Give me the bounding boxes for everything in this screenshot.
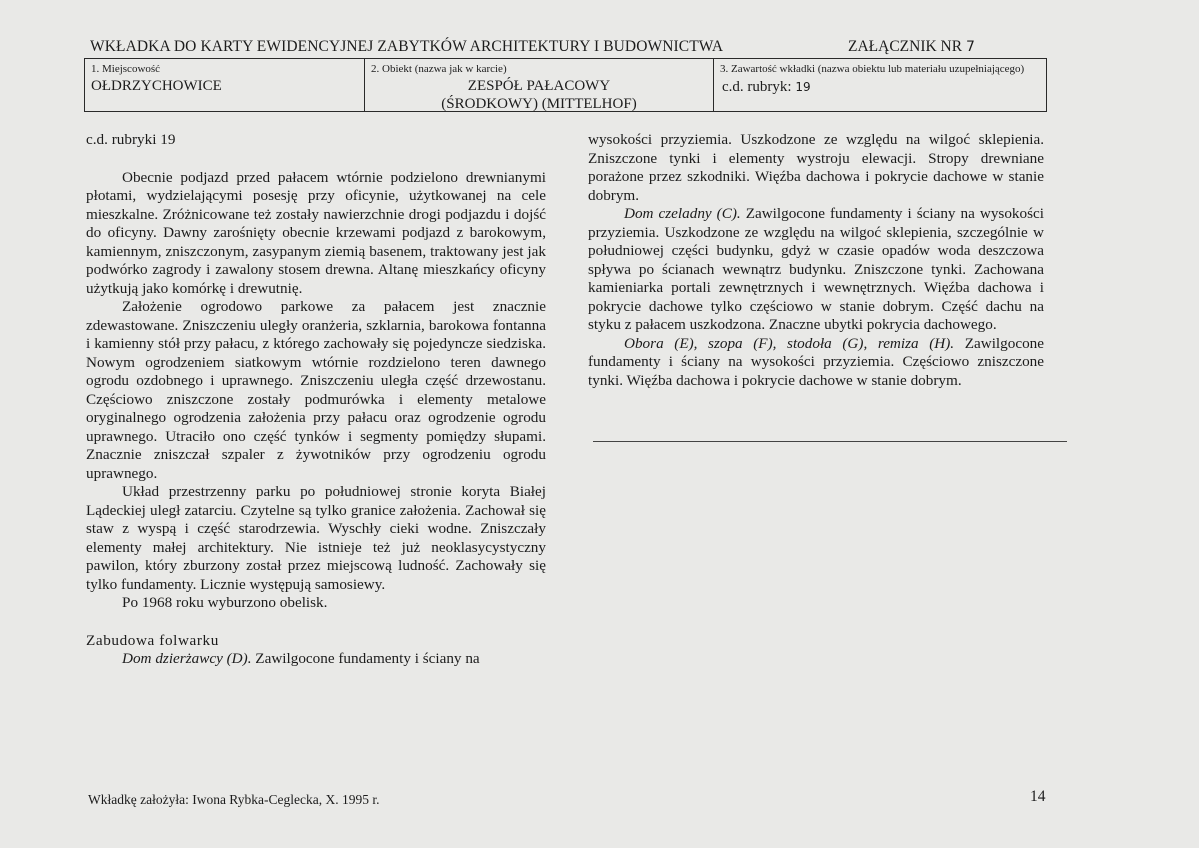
paragraph-italic-lead: Dom czeladny (C). bbox=[624, 205, 741, 222]
annex-handwritten-number: 7 bbox=[965, 39, 975, 55]
paragraph bbox=[588, 205, 1044, 335]
annex-number bbox=[848, 38, 975, 56]
paragraph: Założenie ogrodowo parkowe za pałacem jest znacznie zdewastowane. Zniszczeniu uległy oranżeria, szklarnia, barokowa fontanna i kamienny stół przy pałacu, z którego zachowały się pojedyncze siedziska. Nowym ogrodzeniem siatkowym wtórnie rozdzielono teren dawnego ogrodu ozdobnego i uprawnego. Zniszczeniu uległa część drzewostanu. Częściowo zniszczone zostały podmurówka i elementy metalowe oryginalnego ogrodzenia założenia przy pałacu oraz ogrodzenie ogrodu uprawnego. Utraciło ono część tynków i segmenty pomiędzy słupami. Znacznie zniszczał szpaler z żywotników przy ogrodzeniu ogrodu uprawnego. bbox=[86, 298, 546, 482]
paragraph bbox=[588, 335, 1044, 391]
section-heading: c.d. rubryki 19 bbox=[86, 131, 176, 148]
paragraph-text: Zawilgocone fundamenty i ściany na bbox=[251, 650, 480, 667]
field-locality bbox=[85, 59, 365, 111]
end-rule-divider bbox=[593, 441, 1067, 442]
field-contents bbox=[714, 59, 1046, 111]
field-object-line1: ZESPÓŁ PAŁACOWY bbox=[467, 78, 611, 94]
paragraph: wysokości przyziemia. Uszkodzone ze względu na wilgoć sklepienia. Zniszczone tynki i elementy wystroju elewacji. Stropy drewniane porażone przez szkodniki. Więźba dachowa i pokrycie dachowe w stanie dobrym. bbox=[588, 131, 1044, 204]
field-object-value bbox=[365, 77, 713, 113]
paragraph: Po 1968 roku wyburzono obelisk. bbox=[122, 594, 328, 611]
field-contents-label: 3. Zawartość wkładki (nazwa obiektu lub materiału uzupełniającego) bbox=[720, 63, 1025, 75]
field-object-label: 2. Obiekt (nazwa jak w karcie) bbox=[371, 63, 507, 75]
field-object bbox=[365, 59, 714, 111]
paragraph-italic-lead: Dom dzierżawcy (D). bbox=[122, 650, 252, 667]
form-title: WKŁADKA DO KARTY EWIDENCYJNEJ ZABYTKÓW ARCHITEKTURY I BUDOWNICTWA bbox=[90, 38, 724, 55]
paragraph: Układ przestrzenny parku po południowej stronie koryta Białej Lądeckiej uległ zatarciu. Czytelne są tylko granice założenia. Zachował się staw z wyspą i część starodrzewia. Wyschły cieki wodne. Zniszczały elementy małej architektury. Nie istnieje też już neoklasycystyczny pawilon, który zburzony został przez miejscową ludność. Zachowały się tylko fundamenty. Licznie występują samosiewy. bbox=[86, 483, 546, 593]
footer-author: Wkładkę założyła: Iwona Rybka-Ceglecka, X. 1995 r. bbox=[88, 792, 380, 807]
right-column bbox=[588, 131, 1044, 390]
paragraph-italic-lead: Obora (E), szopa (F), stodoła (G), remiza (H). bbox=[624, 334, 955, 352]
paragraph-text: Zawilgocone fundamenty i ściany na wysokości przyziemia. Uszkodzone ze względu na wilgoć sklepienia, szczególnie w południowej części budynku, gdyż w czasie opadów woda deszczowa spływa po ścianach wewnątrz budynku. Zniszczone tynki. Zachowana kamieniarka portali zewnętrznych i wewnętrznych. Więźba dachowa i pokrycie dachowe tylko częściowo w stanie dobrym. Część dachu na styku z pałacem uszkodzona. Znaczne ubytki pokrycia dachowego. bbox=[588, 205, 1044, 333]
paragraph-text: Zawilgocone fundamenty i ściany na wysokości przyziemia. Częściowo zniszczone tynki. Więźba dachowa i pokrycie dachowe w stanie dobrym. bbox=[588, 334, 1044, 389]
subheading: Zabudowa folwarku bbox=[86, 631, 219, 649]
field-locality-value: OŁDRZYCHOWICE bbox=[91, 78, 222, 94]
field-locality-label: 1. Miejscowość bbox=[91, 63, 161, 75]
paragraph: Obecnie podjazd przed pałacem wtórnie podzielono drewnianymi płotami, wydzielającymi posesję przy oficynie, użytkowanej na cele mieszkalne. Zróżnicowane też zostały nawierzchnie drogi podjazdu i dojść do oficyny. Dawny zarośnięty obecnie krzewami podjazd z barokowym, kamiennym, zniszczonym, zasypanym ziemią basenem, traktowany jest jak podwórko zagrody i zawalony stosem drewna. Altanę mieszkańcy oficyny użytkują jako komórkę i drewutnię. bbox=[86, 168, 546, 297]
left-column bbox=[86, 131, 546, 669]
field-contents-text: c.d. rubryk: bbox=[722, 79, 792, 95]
page-number: 14 bbox=[1030, 788, 1046, 805]
paragraph bbox=[86, 650, 546, 669]
field-contents-handwritten-number: 19 bbox=[795, 80, 811, 94]
field-object-line2: (ŚRODKOWY) (MITTELHOF) bbox=[441, 96, 637, 112]
field-contents-value bbox=[722, 79, 811, 96]
annex-label: ZAŁĄCZNIK NR bbox=[848, 38, 963, 55]
header-fields-table bbox=[84, 58, 1047, 112]
